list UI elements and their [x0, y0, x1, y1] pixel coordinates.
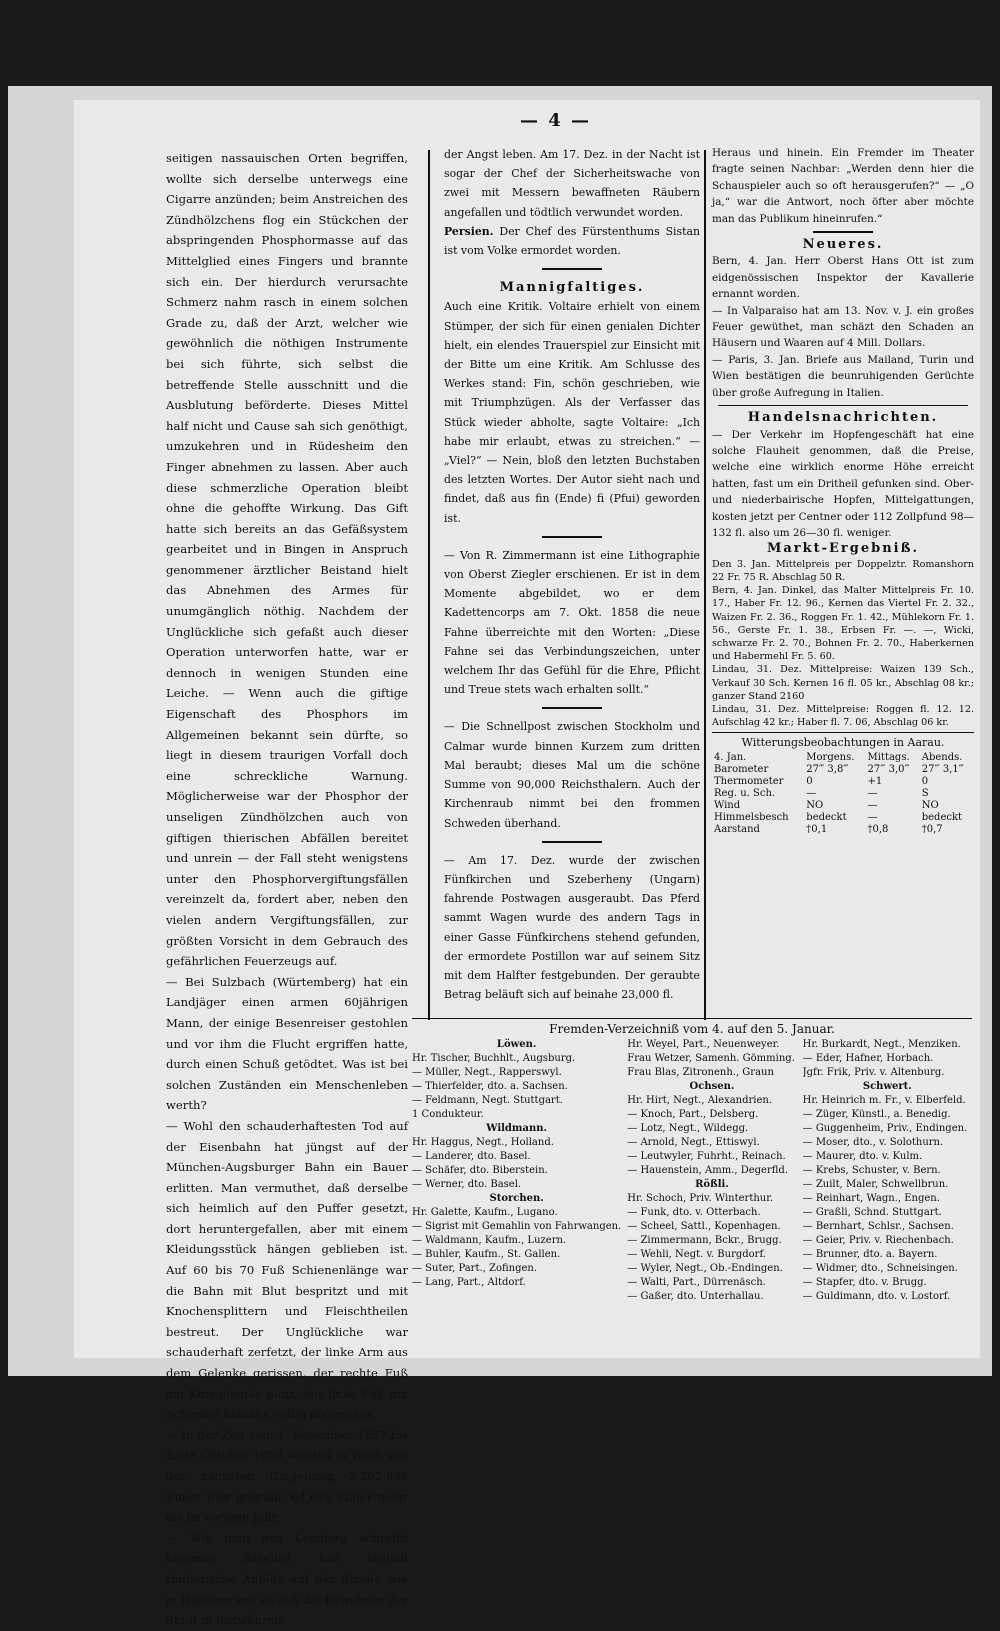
weather-cell: NO — [921, 799, 939, 811]
fremden-entry: — Thierfelder, dto. a. Sachsen. — [412, 1081, 568, 1092]
weather-cell: — — [867, 811, 878, 823]
divider — [542, 707, 602, 709]
weather-cell: 0 — [921, 775, 929, 787]
article-bern: Bern, 4. Jan. Herr Oberst Hans Ott ist zum eidgenössischen Inspektor der Kavallerie ernannt worden. — [712, 255, 974, 301]
persien-text: Der Chef des Fürstenthums Sistan ist vom Volke ermordet worden. — [444, 224, 700, 258]
divider — [542, 841, 602, 843]
weather-block — [712, 732, 974, 835]
fremden-entry: 1 Condukteur. — [412, 1109, 484, 1120]
fremden-entry: — Moser, dto., v. Solothurn. — [802, 1137, 944, 1148]
weather-header-cell: Abends. — [921, 751, 963, 763]
fremden-entry: — Graßli, Schnd. Stuttgart. — [802, 1207, 942, 1218]
weather-cell: 27‴ 3,0‴ — [867, 763, 910, 775]
fremden-entry: — Gaßer, dto. Unterhallau. — [627, 1291, 764, 1302]
fremden-entry: — Buhler, Kaufm., St. Gallen. — [412, 1249, 561, 1260]
article-eisenbahn: — Wohl den schauderhaftesten Tod auf der Eisenbahn hat jüngst auf der München-Augsburger Bahn ein Bauer erlitten. Man vermuthet, daß derselbe sich heimlich auf den Puffer gesetzt, dort heruntergefallen, aber mit einem Kleidungsstück hängen geblieben ist. Auf 60 bis 70 Fuß Schienenlänge war die Bahn mit Blut bespritzt und mit Knochensplittern und Fleischtheilen bestreut. Der Unglückliche war schauderhaft zerfetzt, der linke Arm aus dem Gelenke gerissen, der rechte Fuß am Kniegelenke ganz, der linke Fuß am Schenkel beinahe völlig abgerissen. — [166, 1118, 408, 1422]
weather-row — [712, 812, 974, 824]
weather-cell: — — [806, 787, 817, 799]
article-kritik: Auch eine Kritik. Voltaire erhielt von einem Stümper, der sich für einen genialen Dichter hielt, ein elendes Trauerspiel zur Einsicht mit der Bitte um eine Kritik. Am Schlusse des Werkes stand: Fin, schön geschrieben, wie mit Triumphzügen. Als der Verfasser das Stück wieder abholte, sagte Voltaire: „Ich habe mir erlaubt, etwas zu streichen.“ — „Viel?“ — Nein, bloß den letzten Buchstaben des letzten Wortes. Der Autor sieht nach und findet, daß aus fin (Ende) fi (Pfui) geworden ist. — [444, 300, 700, 525]
fremden-hotel-heading: Storchen. — [489, 1193, 544, 1204]
fremden-title: Fremden-Verzeichniß vom 4. auf den 5. Januar. — [549, 1022, 835, 1036]
fremden-entry: — Wehli, Negt. v. Burgdorf. — [627, 1249, 766, 1260]
fremden-entry: — Zuilt, Maler, Schwellbrun. — [802, 1179, 949, 1190]
fremden-entry: Hr. Tischer, Buchhlt., Augsburg. — [412, 1053, 576, 1064]
article-lemberg: — Wie man aus Lemberg schreibt kommen daselbst fast täglich räuberische Anfälle auf der Straße wie in Häusern vor, so daß die Bewohner der Stadt in fortwähren- — [166, 1530, 408, 1628]
fremden-entry: — Feldmann, Negt. Stuttgart. — [412, 1095, 563, 1106]
weather-cell: †0,8 — [867, 823, 889, 835]
markt-list — [712, 558, 974, 730]
fremden-hotel-heading: Schwert. — [862, 1081, 912, 1092]
page-number: — 4 — — [520, 110, 592, 131]
fremden-entry: — Bernhart, Schlsr., Sachsen. — [802, 1221, 954, 1232]
fremden-entry: — Landerer, dto. Basel. — [412, 1151, 531, 1162]
weather-cell: Himmelsbesch — [714, 811, 789, 823]
fremden-entry: — Hauenstein, Amm., Degerfld. — [627, 1165, 788, 1176]
column-rule-1 — [428, 150, 430, 1020]
fremden-hotel-heading: Wildmann. — [486, 1123, 547, 1134]
fremden-col-c — [803, 1038, 972, 1304]
weather-cell: 27‴ 3,1‴ — [921, 763, 964, 775]
weather-row — [712, 824, 974, 836]
column-3 — [712, 145, 974, 836]
fremden-entry: — Sigrist mit Gemahlin von Fahrwangen. — [412, 1221, 622, 1232]
fremden-entry: — Widmer, dto., Schneisingen. — [802, 1263, 958, 1274]
article-hopfen: — Der Verkehr im Hopfengeschäft hat eine solche Flauheit genommen, daß die Preise, welche eine wirklich enorme Höhe erreicht hatten, fast um ein Dritheil gefunken sind. Ober- und niederbairische Hopfen, Mittelgattungen, kosten jetzt per Centner oder 112 Zollpfund 98—132 fl. also um 26—30 fl. weniger. — [712, 428, 974, 539]
heading-handel: Handelsnachrichten. — [747, 410, 939, 426]
markt-lindau-1: Lindau, 31. Dez. Mittelpreise: Waizen 139 Sch., Verkauf 30 Sch. Kernen 16 fl. 05 kr., Abschlag 08 kr.; ganzer Stand 2160 — [712, 664, 974, 702]
divider — [718, 405, 968, 406]
weather-heading: Witterungsbeobachtungen in Aarau. — [741, 736, 945, 750]
fremden-hotel-heading: Rößli. — [695, 1179, 729, 1190]
weather-row — [712, 800, 974, 812]
fremden-hotel-heading: Löwen. — [496, 1039, 537, 1050]
article-heraus: Heraus und hinein. Ein Fremder im Theater fragte seinen Nachbar: „Werden denn hier die Schauspieler auch so oft herausgerufen?“ — „O ja,“ war die Antwort, noch öfter aber möchte man das Publikum hineinrufen.“ — [712, 147, 974, 225]
fremden-entry: Hr. Haggus, Negt., Holland. — [412, 1137, 554, 1148]
weather-row — [712, 788, 974, 800]
weather-cell: Wind — [714, 799, 741, 811]
divider — [542, 268, 602, 270]
weather-cell: Barometer — [714, 763, 769, 775]
weather-cell: Aarstand — [714, 823, 760, 835]
fremden-col-a — [412, 1038, 621, 1304]
markt-bern: Bern, 4. Jan. Dinkel, das Malter Mittelpreis Fr. 10. 17., Haber Fr. 12. 96., Kernen das Viertel Fr. 2. 32., Waizen Fr. 2. 36., Roggen Fr. 1. 42., Mühlekorn Fr. 1. 56., Gerste Fr. 1. 38., Erbsen Fr. —. —, Wicki, schwarze Fr. 2. 70., Bohnen Fr. 2. 70., Haberkernen und Habermehl Fr. 5. 60. — [712, 585, 974, 663]
fremden-entry: — Guggenheim, Priv., Endingen. — [802, 1123, 968, 1134]
heading-mannigfaltiges: Mannigfaltiges. — [499, 280, 645, 296]
weather-cell: 27‴ 3,8‴ — [806, 763, 849, 775]
article-schnellpost: — Die Schnellpost zwischen Stockholm und Calmar wurde binnen Kurzem zum dritten Mal beraubt; dieses Mal um die schöne Summe von 90,000 Reichsthalern. Auch der Kirchenraub nimmt bei den frommen Schweden überhand. — [444, 720, 700, 830]
fremden-entry: — Scheel, Sattl., Kopenhagen. — [627, 1221, 781, 1232]
fremden-entry: Frau Blas, Zitronenh., Graun — [627, 1067, 774, 1078]
weather-cell: bedeckt — [806, 811, 847, 823]
weather-cell: — — [867, 787, 878, 799]
article-paris: — Paris, 3. Jan. Briefe aus Mailand, Turin und Wien bestätigen die beunruhigenden Gerüchte über große Aufregung in Italien. — [712, 353, 974, 399]
weather-cell: +1 — [867, 775, 883, 787]
fremden-entry: — Suter, Part., Zofingen. — [412, 1263, 538, 1274]
article-bier: — In der Zeit vom 1. November 1857 bis Ende Oktober 1858 wurden in Wien und der nächsten Umgebung 2,202,835 Eimer Bier gebraut. 64,676 Eimer mehr als im vorigen Jahr. — [166, 1427, 408, 1525]
fremden-entry: Frau Wetzer, Samenh. Gömming. — [627, 1053, 795, 1064]
fremden-entry: — Leutwyler, Fuhrht., Reinach. — [627, 1151, 786, 1162]
fremden-entry: Jgfr. Frik, Priv. v. Altenburg. — [802, 1067, 945, 1078]
article-angst: der Angst leben. Am 17. Dez. in der Nacht ist sogar der Chef der Sicherheitswache von zwei mit Messern bewaffneten Räubern angefallen und tödtlich verwundet worden. — [444, 148, 700, 219]
weather-header-cell: Morgens. — [806, 751, 855, 763]
fremden-entry: — Knoch, Part., Delsberg. — [627, 1109, 759, 1120]
fremden-entry: Hr. Heinrich m. Fr., v. Elberfeld. — [802, 1095, 966, 1106]
fremden-entry: — Walti, Part., Dürrenäsch. — [627, 1277, 766, 1288]
persien-label: Persien. — [444, 224, 494, 238]
column-rule-2 — [704, 150, 706, 1020]
weather-cell: 0 — [806, 775, 813, 787]
weather-cell: NO — [806, 799, 824, 811]
fremden-entry: — Eder, Hafner, Horbach. — [802, 1053, 934, 1064]
weather-cell: Reg. u. Sch. — [714, 787, 776, 799]
fremden-hotel-heading: Ochsen. — [689, 1081, 735, 1092]
fremden-rule — [412, 1018, 972, 1019]
weather-cell: Thermometer — [714, 775, 784, 787]
fremden-entry: — Werner, dto. Basel. — [412, 1179, 522, 1190]
fremden-entry: — Geier, Priv. v. Riechenbach. — [802, 1235, 954, 1246]
fremden-entry: — Zimmermann, Bckr., Brugg. — [627, 1235, 782, 1246]
fremden-entry: — Brunner, dto. a. Bayern. — [802, 1249, 938, 1260]
weather-cell: — — [867, 799, 878, 811]
article-zimmermann: — Von R. Zimmermann ist eine Lithographie von Oberst Ziegler erschienen. Er ist in dem Momente abgebildet, wo er dem Kadettencorps am 7. Okt. 1858 die neue Fahne überreichte mit den Worten: „Diese Fahne sei das Verbindungszeichen, unter welchem Ihr das Gefühl für die Ehre, Pflicht und Treue stets wach erhalten sollt.“ — [444, 548, 700, 697]
weather-header-cell: Mittags. — [867, 751, 910, 763]
weather-cell: S — [921, 787, 929, 799]
article-valparaiso: — In Valparaiso hat am 13. Nov. v. J. ein großes Feuer gewüthet, man schäzt den Schaden an Häusern und Waaren auf 4 Mill. Dollars. — [712, 304, 974, 350]
fremden-entry: — Müller, Negt., Rapperswyl. — [412, 1067, 562, 1078]
fremden-entry: — Züger, Künstl., a. Benedig. — [802, 1109, 951, 1120]
fremden-entry: Hr. Galette, Kaufm., Lugano. — [412, 1207, 558, 1218]
article-sulzbach: — Bei Sulzbach (Würtemberg) hat ein Landjäger einen armen 60jährigen Mann, der einige Besenreiser gestohlen und vor ihm die Flucht ergriffen hatte, durch einen Schuß getödtet. Was ist bei solchen Zuständen ein Menschenleben werth? — [166, 974, 408, 1113]
fremden-verzeichnis — [412, 1022, 972, 1304]
fremden-entry: Hr. Schoch, Priv. Winterthur. — [627, 1193, 774, 1204]
weather-header-cell: 4. Jan. — [714, 751, 747, 763]
fremden-entry: Hr. Weyel, Part., Neuenweyer. — [627, 1039, 780, 1050]
fremden-entry: — Lotz, Negt., Wildegg. — [627, 1123, 749, 1134]
fremden-entry: — Reinhart, Wagn., Engen. — [802, 1193, 940, 1204]
fremden-entry: — Stapfer, dto. v. Brugg. — [802, 1277, 927, 1288]
article-phosphor: seitigen nassauischen Orten begriffen, wollte sich derselbe unterwegs eine Cigarre anzünden; beim Anstreichen des Zündhölzchens flog ein Stückchen der abspringenden Phosphormasse auf das Mittelglied eines Fingers und brannte sich ein. Der hierdurch verursachte Schmerz nahm rasch in einem solchen Grade zu, daß der Arzt, welcher wie gewöhnlich die nöthigen Instrumente bei sich führte, sich selbst die betreffende Stelle ausschnitt und die Ausblutung beförderte. Dieses Mittel half nicht und Cause sah sich genöthigt, umzukehren und in Rüdesheim den Finger abnehmen zu lassen. Aber auch diese schmerzliche Operation bleibt ohne die gehoffte Wirkung. Das Gift hatte sich bereits an das Gefäßsystem gearbeitet und in Bingen in Anspruch genommener ärztlicher Beistand hielt das Abnehmen des Armes für unumgänglich nöthig. Nachdem der Unglückliche sich gefaßt auch dieser Operation unterworfen hatte, war er dennoch in wenigen Stunden eine Leiche. — Wenn auch die giftige Eigenschaft des Phosphors im Allgemeinen bekannt sein dürfte, so liegt in diesem traurigen Vorfall doch eine schreckliche Warnung. Möglicherweise war der Phosphor der unseligen Zündhölzchen auch von giftigen thierischen Abfällen bereitet und unrein — der Fall steht wenigstens unter den Phosphorvergiftungsfällen vereinzelt da, fordert aber, neben den vielen andern Vergiftungsfällen, zur größten Vorsicht in dem Gebrauch des gefährlichen Feuerzeugs auf. — [166, 151, 408, 969]
fremden-entry: Hr. Burkardt, Negt., Menziken. — [802, 1039, 961, 1050]
fremden-entry: — Waldmann, Kaufm., Luzern. — [412, 1235, 567, 1246]
fremden-entry: — Wyler, Negt., Ob.-Endingen. — [627, 1263, 783, 1274]
weather-cell: †0,7 — [921, 823, 943, 835]
article-persien — [444, 222, 700, 260]
weather-cell: †0,1 — [806, 823, 828, 835]
weather-row — [712, 776, 974, 788]
fremden-entry: — Krebs, Schuster, v. Bern. — [802, 1165, 941, 1176]
weather-table — [712, 752, 974, 836]
fremden-entry: — Arnold, Negt., Ettiswyl. — [627, 1137, 760, 1148]
fremden-entry: — Lang, Part., Altdorf. — [412, 1277, 526, 1288]
column-1 — [166, 148, 408, 1631]
fremden-entry: — Guldimann, dto. v. Lostorf. — [802, 1291, 951, 1302]
heading-markt: Markt-Ergebniß. — [766, 541, 920, 557]
divider — [813, 231, 873, 233]
article-fuenfkirchen: — Am 17. Dez. wurde der zwischen Fünfkirchen und Szeberheny (Ungarn) fahrende Postwagen ausgeraubt. Das Pferd sammt Wagen wurde des andern Tags in einer Gasse Fünfkirchens stehend gefunden, der ermordete Postillon war auf seinem Sitz mit dem Halfter festgebunden. Der geraubte Betrag beläuft sich auf beinahe 23,000 fl. — [444, 853, 700, 1002]
fremden-col-b — [627, 1038, 796, 1304]
markt-lindau-2: Lindau, 31. Dez. Mittelpreise: Roggen fl. 12. 12. Aufschlag 42 kr.; Haber fl. 7. 06, Abschlag 06 kr. — [712, 703, 974, 729]
markt-romanshorn: Den 3. Jan. Mittelpreis per Doppelztr. Romanshorn 22 Fr. 75 R. Abschlag 50 R. — [712, 558, 974, 583]
fremden-entry: — Funk, dto. v. Otterbach. — [627, 1207, 761, 1218]
fremden-entry: — Maurer, dto. v. Kulm. — [802, 1151, 923, 1162]
fremden-entry: Hr. Hirt, Negt., Alexandrien. — [627, 1095, 773, 1106]
weather-row — [712, 764, 974, 776]
heading-neueres: Neueres. — [802, 237, 884, 253]
weather-cell: bedeckt — [921, 811, 963, 823]
divider — [542, 536, 602, 538]
column-2 — [444, 145, 700, 1004]
weather-header-row — [712, 752, 974, 764]
fremden-entry: — Schäfer, dto. Biberstein. — [412, 1165, 548, 1176]
